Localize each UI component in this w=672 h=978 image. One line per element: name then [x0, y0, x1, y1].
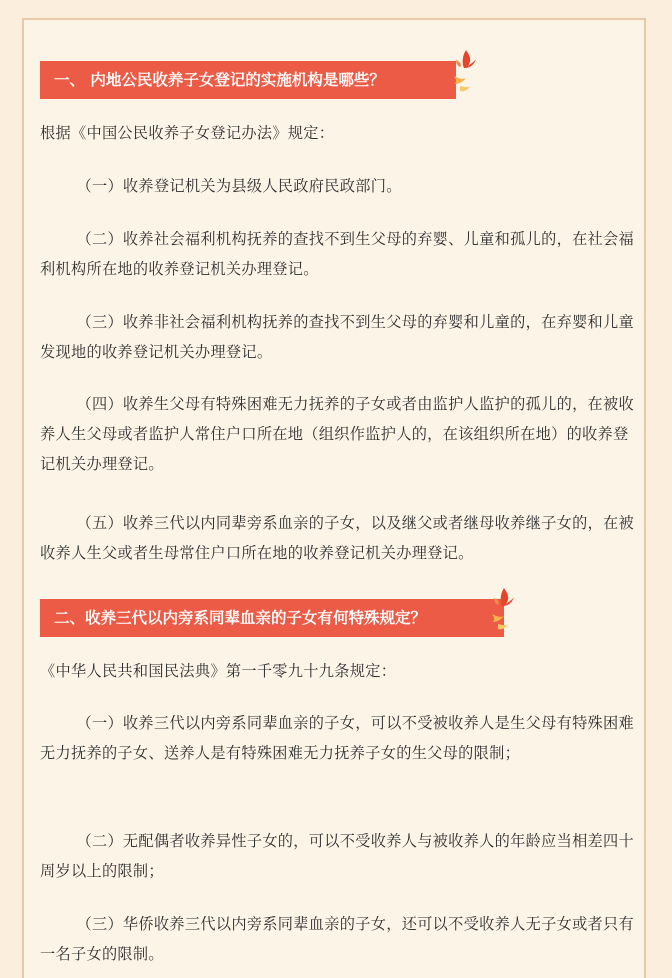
section1-item-4: （四）收养生父母有特殊困难无力抚养的子女或者由监护人监护的孤儿的，在被收养人生父母或者监护人常住户口所在地（组织作监护人的，在该组织所在地）的收养登记机关办理登记。 [40, 395, 635, 473]
section2-item-1: （一）收养三代以内旁系同辈血亲的子女，可以不受被收养人是生父母有特殊困难无力抚养的子女、送养人是有特殊困难无力抚养子女的生父母的限制； [40, 714, 635, 762]
section2-item-2: （二）无配偶者收养异性子女的，可以不受收养人与被收养人的年龄应当相差四十周岁以上的限制； [40, 832, 635, 880]
section1-item-5: （五）收养三代以内同辈旁系血亲的子女，以及继父或者继母收养继子女的，在被收养人生父或者生母常住户口所在地的收养登记机关办理登记。 [40, 514, 635, 562]
swallow-bird-icon [484, 584, 514, 634]
section1-item-2: （二）收养社会福利机构抚养的查找不到生父母的弃婴、儿童和孤儿的，在社会福利机构所在地的收养登记机关办理登记。 [40, 230, 635, 278]
section2-title: 二、收养三代以内旁系同辈血亲的子女有何特殊规定？ [54, 609, 427, 627]
section2-title-banner [40, 599, 504, 637]
section2-item-3: （三）华侨收养三代以内旁系同辈血亲的子女，还可以不受收养人无子女或者只有一名子女的限制。 [40, 915, 635, 963]
section1-item-1: （一）收养登记机关为县级人民政府民政部门。 [76, 177, 402, 195]
section1-title-banner [40, 61, 456, 99]
swallow-bird-icon [446, 46, 476, 96]
section1-intro: 根据《中国公民收养子女登记办法》规定： [40, 124, 335, 142]
section2-intro: 《中华人民共和国民法典》第一千零九十九条规定： [40, 662, 397, 680]
section1-title: 一、 内地公民收养子女登记的实施机构是哪些？ [54, 71, 385, 89]
section1-item-3: （三）收养非社会福利机构抚养的查找不到生父母的弃婴和儿童的，在弃婴和儿童发现地的收养登记机关办理登记。 [40, 313, 635, 361]
